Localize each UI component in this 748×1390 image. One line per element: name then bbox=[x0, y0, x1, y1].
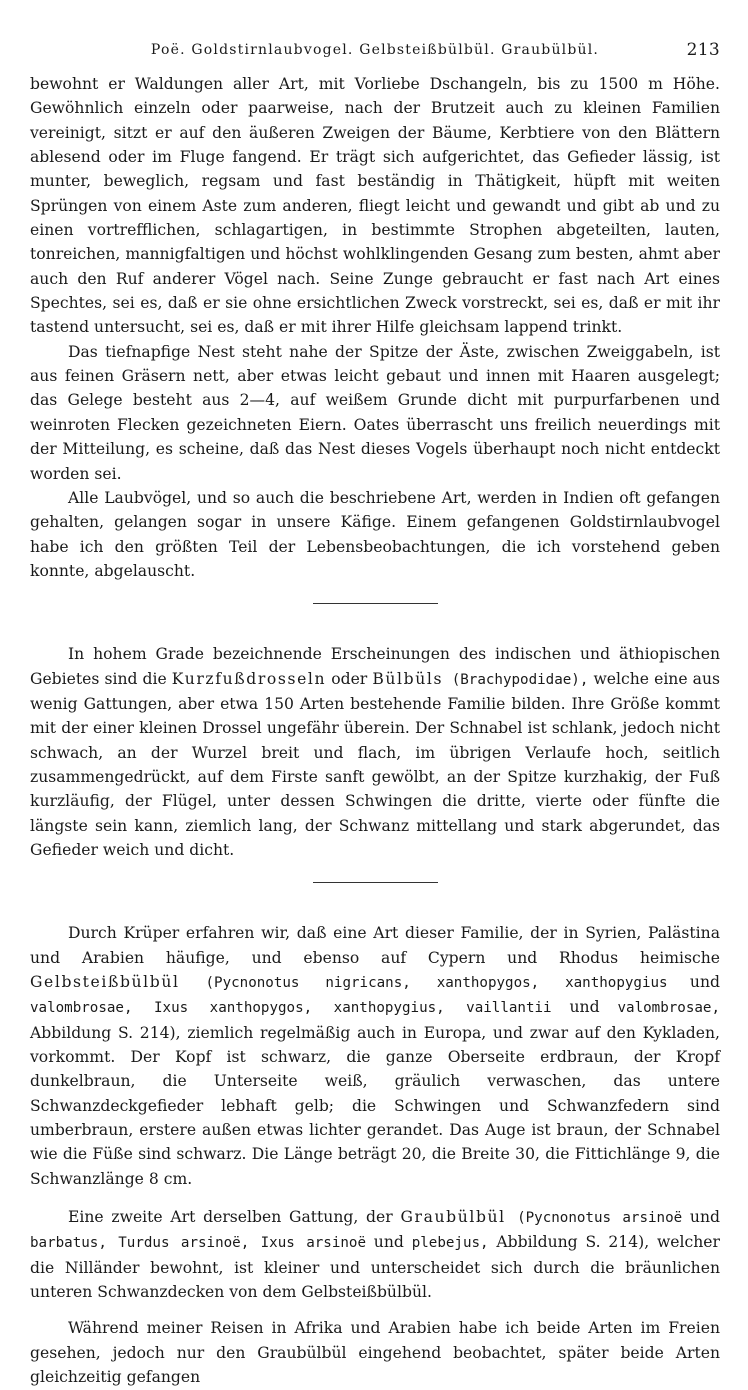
paragraph-7: Während meiner Reisen in Afrika und Arabien habe ich beide Arten im Freien gesehen, jedoch nur den Graubülbül eingehend beobachtet, später beide Arten gleichzeitig gefangen bbox=[30, 1319, 720, 1387]
paragraph-6-text-b: und bbox=[682, 1208, 720, 1227]
paragraph-4-text-c: welche eine aus wenig Gattungen, aber etwa 150 Arten bestehende Familie bilden. Ihre Größe kommt mit der einer kleinen Drossel ungefähr überein. Der Schnabel ist schlank, jedoch nicht schwach, an der Wurzel breit und flach, im übrigen Verlaufe hoch, seitlich zusammengedrückt, auf dem Firste sanft gewölbt, an der Spitze kurzhakig, der Fuß kurzläufig, der Flügel, unter dessen Schwingen die dritte, vierte oder fünfte die längste sein kann, ziemlich lang, der Schwanz mittellang und stark abgerundet, das Gefieder weich und dicht. bbox=[30, 669, 720, 859]
paragraph-1: bewohnt er Waldungen aller Art, mit Vorliebe Dschangeln, bis zu 1500 m Höhe. Gewöhnlich einzeln oder paarweise, nach der Brutzeit auch zu kleinen Familien vereinigt, sitzt er auf den äußeren Zweigen der Bäume, Kerbtiere von den Blättern ablesend oder im Fluge fangend. Er trägt sich aufgerichtet, das Gefieder lässig, ist munter, beweglich, regsam und fast beständig in Thätigkeit, hüpft mit weiten Sprüngen von einem Aste zum anderen, fliegt leicht und gewandt und gibt ab und zu einen vortrefflichen, schlagartigen, in bestimmte Strophen abgeteilten, lauten, tonreichen, mannigfaltigen und höchst wohlklingenden Gesang zum besten, ahmt aber auch den Ruf anderer Vögel nach. Seine Zunge gebraucht er fast nach Art eines Spechtes, sei es, daß er sie ohne ersichtlichen Zweck vorstreckt, sei es, daß er mit ihr tastend untersucht, sei es, daß er mit ihrer Hilfe gleichsam lappend trinkt. bbox=[30, 75, 720, 337]
latin-names-6: plebejus, bbox=[411, 1235, 489, 1252]
page-number: 213 bbox=[686, 40, 720, 60]
paragraph-6-text-d: Abbildung S. 214), welcher die Nilländer bewohnt, ist kleiner und unterscheidet sich durch die bräunlichen unteren Schwanzdecken von dem Gelbsteißbülbül. bbox=[30, 1233, 720, 1302]
paragraph-5-text-a: Durch Krüper erfahren wir, daß eine Art dieser Familie, der in Syrien, Palästina und Arabien häufige, und ebenso auf Cypern und Rhodus heimische bbox=[30, 924, 720, 967]
running-header bbox=[30, 38, 720, 68]
running-title: Poë. Goldstirnlaubvogel. Gelbsteißbülbül. Graubülbül. bbox=[150, 42, 600, 58]
latin-names-4: (Pycnonotus arsinoë bbox=[505, 1210, 683, 1227]
latin-names-3: valombrosae, bbox=[617, 1000, 720, 1017]
term-kurzfussdrosseln: Kurzfußdrosseln bbox=[171, 669, 327, 688]
latin-names-2: valombrosae, Ixus xanthopygos, xanthopygius, vaillantii bbox=[30, 1000, 552, 1017]
term-graubuelbuel: Graubülbül bbox=[400, 1208, 506, 1227]
paragraph-4-text-a: In hohem Grade bezeichnende Erscheinungen des indischen und äthiopischen Gebietes sind die bbox=[30, 645, 720, 688]
paragraph-6-text-c: und bbox=[366, 1233, 412, 1252]
paragraph-5-text-b: und bbox=[667, 973, 721, 991]
latin-brachypodidae: (Brachypodidae), bbox=[443, 671, 589, 688]
paragraph-5-text-d: Abbildung S. 214), ziemlich regelmäßig auch in Europa, und zwar auf den Kykladen, vorkommt. Der Kopf ist schwarz, die ganze Oberseite erdbraun, der Kropf dunkelbraun, die Unterseite weiß, gräulich verwaschen, das untere Schwanzdeckgefieder lebhaft gelb; die Schwingen und Schwanzfedern sind umberbraun, erstere außen etwas lichter gerandet. Das Auge ist braun, der Schnabel wie die Füße sind schwarz. Die Länge beträgt 20, die Breite 30, die Fittichlänge 9, die Schwanzlänge 8 cm. bbox=[30, 1023, 720, 1188]
paragraph-5-text-c: und bbox=[551, 998, 618, 1017]
section-divider-1 bbox=[313, 603, 438, 604]
latin-names-5: barbatus, Turdus arsinoë, Ixus arsinoë bbox=[30, 1235, 366, 1252]
paragraph-5 bbox=[30, 921, 720, 1191]
paragraph-4 bbox=[30, 642, 720, 862]
book-page bbox=[30, 38, 720, 1390]
term-gelbsteissbuelbuel: Gelbsteißbülbül bbox=[30, 973, 180, 991]
paragraph-3: Alle Laubvögel, und so auch die beschriebene Art, werden in Indien oft gefangen gehalten, gelangen sogar in unsere Käfige. Einem gefangenen Goldstirnlaubvogel habe ich den größten Teil der Lebensbeobachtungen, die ich vorstehend geben konnte, abgelauscht. bbox=[30, 488, 720, 580]
section-divider-2 bbox=[313, 882, 438, 883]
paragraph-2: Das tiefnapfige Nest steht nahe der Spitze der Äste, zwischen Zweiggabeln, ist aus feinen Gräsern nett, aber etwas leicht gebaut und innen mit Haaren ausgelegt; das Gelege besteht aus 2—4, auf weißem Grunde dicht mit purpurfarbenen und weinroten Flecken gezeichneten Eiern. Oates überrascht uns freilich neuerdings mit der Mitteilung, es scheine, daß das Nest dieses Vogels überhaupt noch nicht entdeckt worden sei. bbox=[30, 342, 720, 483]
paragraph-4-text-b: oder bbox=[326, 669, 373, 688]
term-buelbuels: Bülbüls bbox=[372, 669, 444, 688]
paragraph-6 bbox=[30, 1205, 720, 1304]
paragraph-6-text-a: Eine zweite Art derselben Gattung, der bbox=[68, 1208, 401, 1227]
latin-names-1: (Pycnonotus nigricans, xanthopygos, xanthopygius bbox=[179, 975, 668, 991]
